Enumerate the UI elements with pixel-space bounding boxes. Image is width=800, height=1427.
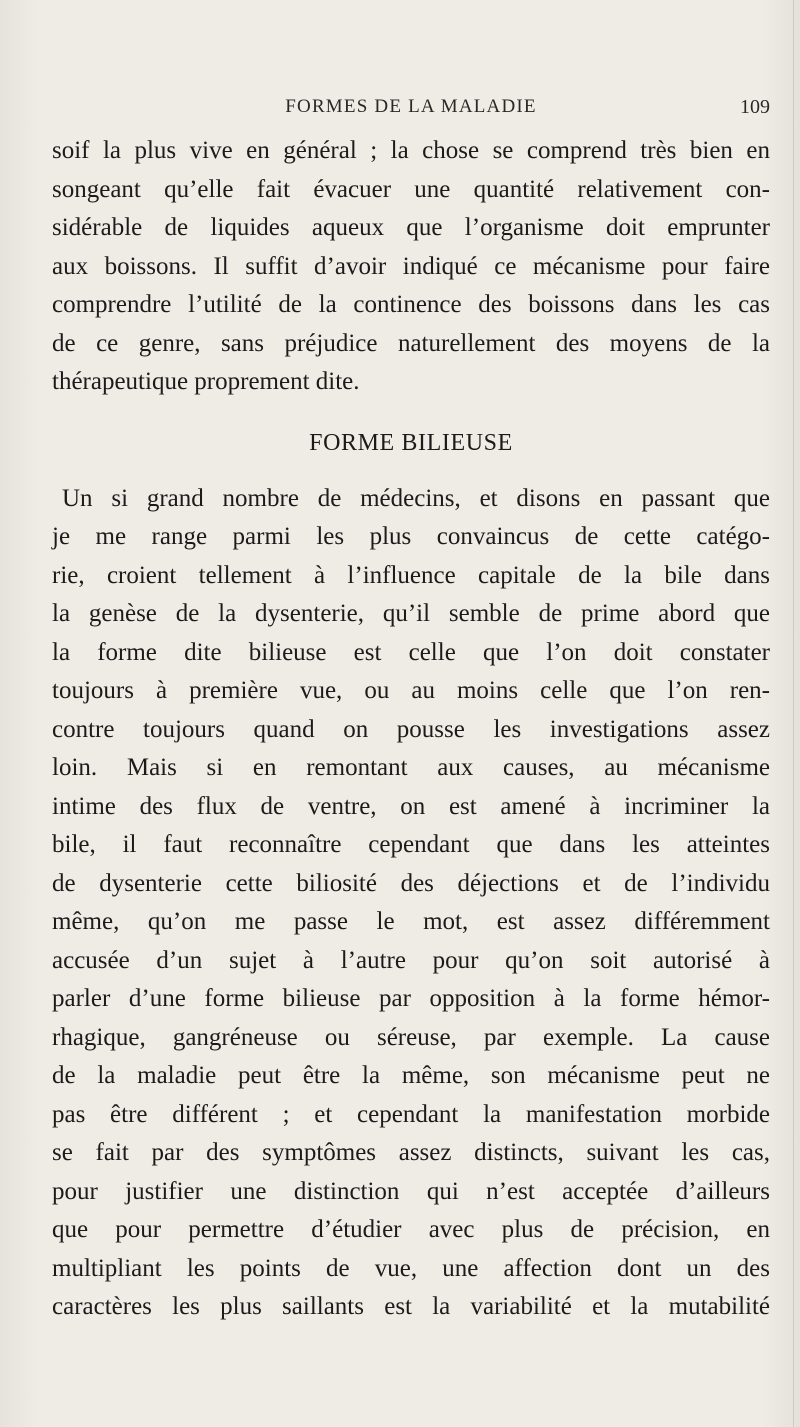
running-head <box>52 92 770 122</box>
text-line: de la maladie peut être la même, son mécanisme peut ne <box>52 1062 770 1089</box>
text-line: parler d’une forme bilieuse par opposition à la forme hémor- <box>52 985 770 1012</box>
text-line: loin. Mais si en remontant aux causes, au mécanisme <box>52 754 770 781</box>
text-line: toujours à première vue, ou au moins celle que l’on ren- <box>52 677 770 704</box>
text-line: la genèse de la dysenterie, qu’il semble de prime abord que <box>52 600 770 627</box>
text-line: pas être différent ; et cependant la manifestation morbide <box>52 1100 770 1128</box>
text-line: Un si grand nombre de médecins, et disons en passant que <box>62 484 770 512</box>
text-line: même, qu’on me passe le mot, est assez différemment <box>52 908 770 935</box>
paragraph-continued <box>52 132 770 402</box>
text-line: se fait par des symptômes assez distincts, suivant les cas, <box>52 1139 770 1166</box>
page-edge-divider <box>793 0 794 1427</box>
text-line: que pour permettre d’étudier avec plus de précision, en <box>52 1216 770 1243</box>
text-line: accusée d’un sujet à l’autre pour qu’on soit autorisé à <box>52 946 770 974</box>
text-line: je me range parmi les plus convaincus de cette catégo- <box>52 523 770 550</box>
text-line: rie, croient tellement à l’influence capitale de la bile dans <box>52 561 770 589</box>
text-line: pour justifier une distinction qui n’est acceptée d’ailleurs <box>52 1177 770 1205</box>
text-line: de ce genre, sans préjudice naturellement des moyens de la <box>52 329 770 357</box>
text-line: comprendre l’utilité de la continence des boissons dans les cas <box>52 291 770 318</box>
text-line: multipliant les points de vue, une affection dont un des <box>52 1254 770 1282</box>
paragraph-forme-bilieuse <box>52 480 770 1327</box>
text-line: rhagique, gangréneuse ou séreuse, par exemple. La cause <box>52 1023 770 1051</box>
page-number: 109 <box>740 96 770 118</box>
text-line: bile, il faut reconnaître cependant que dans les atteintes <box>52 831 770 858</box>
text-line: songeant qu’elle fait évacuer une quantité relativement con- <box>52 175 770 203</box>
text-line: thérapeutique proprement dite. <box>52 368 360 395</box>
running-title: FORMES DE LA MALADIE <box>285 96 537 117</box>
text-line: la forme dite bilieuse est celle que l’on doit constater <box>52 638 770 666</box>
text-line: aux boissons. Il suffit d’avoir indiqué ce mécanisme pour faire <box>52 252 770 280</box>
text-line: contre toujours quand on pousse les investigations assez <box>52 715 770 743</box>
text-line: caractères les plus saillants est la variabilité et la mutabilité <box>52 1293 770 1320</box>
body-text <box>52 132 770 1327</box>
section-heading: FORME BILIEUSE <box>309 429 513 456</box>
text-line: sidérable de liquides aqueux que l’organisme doit emprunter <box>52 214 770 241</box>
text-line: intime des flux de ventre, on est amené à incriminer la <box>52 792 770 820</box>
text-line: de dysenterie cette biliosité des déjections et de l’individu <box>52 869 770 897</box>
text-line: soif la plus vive en général ; la chose se comprend très bien en <box>52 137 770 164</box>
